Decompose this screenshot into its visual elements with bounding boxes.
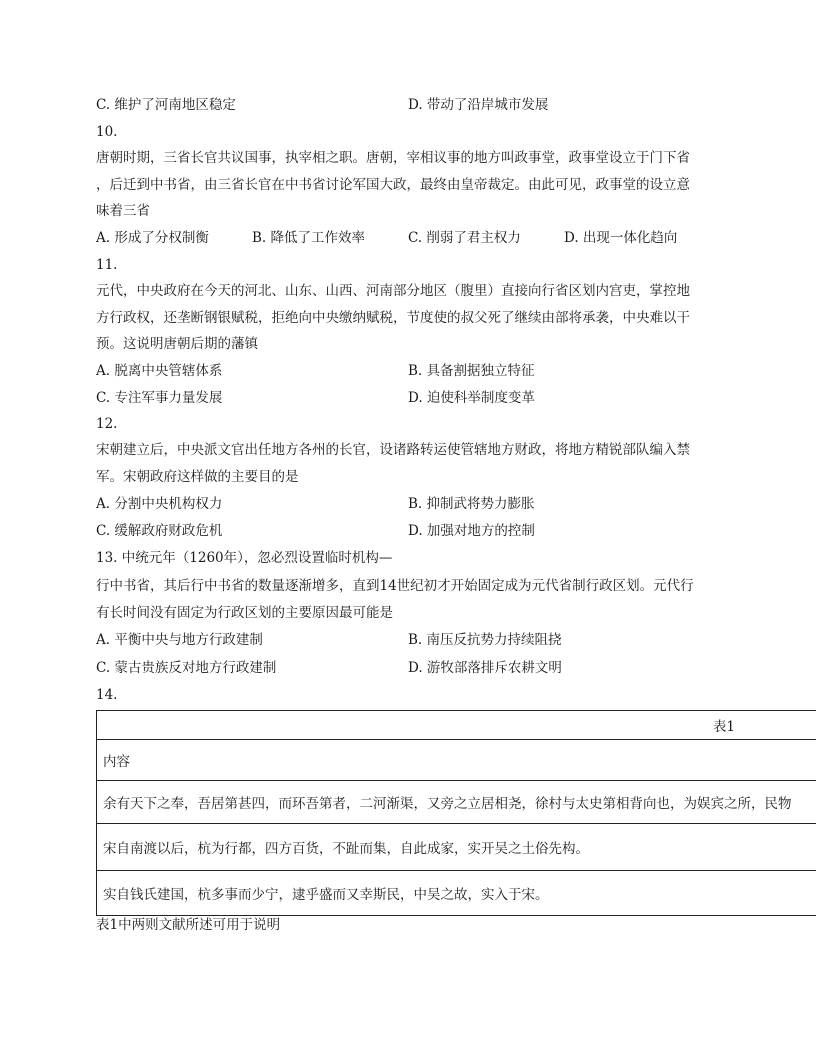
q13-option-c: C. 蒙古贵族反对地方行政建制 [96, 660, 277, 676]
q12-stem-line-1: 宋朝建立后，中央派文官出任地方各州的长官，设诸路转运使管辖地方财政，将地方精锐部队编入禁 [96, 442, 690, 458]
q12-stem-line-2: 军。宋朝政府这样做的主要目的是 [96, 469, 299, 485]
q10-option-d: D. 出现一体化趋向 [564, 230, 678, 246]
table-row [97, 824, 816, 871]
q13-stem-line-2: 行中书省，其后行中书省的数量逐渐增多，直到14世纪初才开始固定成为元代省制行政区划。元代行 [96, 578, 694, 594]
table-caption-row [97, 711, 816, 740]
table-row [97, 871, 816, 916]
q14-table [96, 710, 816, 916]
table-caption: 表1 [97, 711, 816, 740]
q14-number: 14. [96, 687, 118, 703]
q12-option-d: D. 加强对地方的控制 [408, 523, 535, 539]
table-header-cell: 内容 [97, 740, 816, 781]
q13-option-b: B. 南压反抗势力持续阻挠 [408, 632, 562, 648]
q10-option-b: B. 降低了工作效率 [252, 230, 366, 246]
q11-option-d: D. 迫使科举制度变革 [408, 390, 535, 406]
q10-option-c: C. 削弱了君主权力 [408, 230, 521, 246]
q12-option-a: A. 分割中央机构权力 [96, 496, 223, 512]
q11-stem-line-2: 方行政权，还垄断钢银赋税，拒绝向中央缴纳赋税，节度使的叔父死了继续由部将承袭，中央难以干 [96, 310, 690, 326]
q11-option-c: C. 专注军事力量发展 [96, 390, 223, 406]
table-cell: 实自钱氏建国，杭多事而少宁，逮乎盛而又幸斯民，中吴之故，实入于宋。 [97, 871, 816, 916]
q13-stem-line-3: 有长时间没有固定为行政区划的主要原因最可能是 [96, 605, 393, 621]
q10-stem-line-1: 唐朝时期，三省长官共议国事，执宰相之职。唐朝，宰相议事的地方叫政事堂，政事堂设立于门下省 [96, 150, 690, 166]
q11-option-a: A. 脱离中央管辖体系 [96, 363, 223, 379]
q13-option-a: A. 平衡中央与地方行政建制 [96, 632, 263, 648]
q13-stem-line-1: 13. 中统元年（1260年），忽必烈设置临时机构— [96, 550, 393, 566]
q11-option-b: B. 具备割据独立特征 [408, 363, 535, 379]
q10-stem-line-2: ，后迁到中书省，由三省长官在中书省讨论军国大政，最终由皇帝裁定。由此可见，政事堂的设立意 [96, 177, 690, 193]
q10-stem-line-3: 味着三省 [96, 203, 150, 219]
table-cell: 宋自南渡以后，杭为行都，四方百货，不趾而集，自此成家，实开吴之土俗先构。 [97, 824, 816, 871]
q11-number: 11. [96, 257, 118, 273]
q10-number: 10. [96, 124, 118, 140]
q11-stem-line-1: 元代，中央政府在今天的河北、山东、山西、河南部分地区（腹里）直接向行省区划内宫吏，掌控地 [96, 283, 690, 299]
q12-option-b: B. 抑制武将势力膨胀 [408, 496, 535, 512]
table-header-row [97, 740, 816, 781]
q11-stem-line-3: 预。这说明唐朝后期的藩镇 [96, 336, 258, 352]
q14-stem: 表1中两则文献所述可用于说明 [96, 917, 281, 933]
table-row [97, 781, 816, 824]
q9-option-c: C. 维护了河南地区稳定 [96, 97, 236, 113]
q12-number: 12. [96, 416, 118, 432]
q9-option-d: D. 带动了沿岸城市发展 [408, 97, 549, 113]
q10-option-a: A. 形成了分权制衡 [96, 230, 209, 246]
q12-option-c: C. 缓解政府财政危机 [96, 523, 223, 539]
table-cell: 余有天下之奉，吾居第甚四，而环吾第者，二河渐渠，又旁之立居相尧，徐村与太史第相背向也，为娱宾之所，民物 [97, 781, 816, 824]
q13-option-d: D. 游牧部落排斥农耕文明 [408, 660, 562, 676]
